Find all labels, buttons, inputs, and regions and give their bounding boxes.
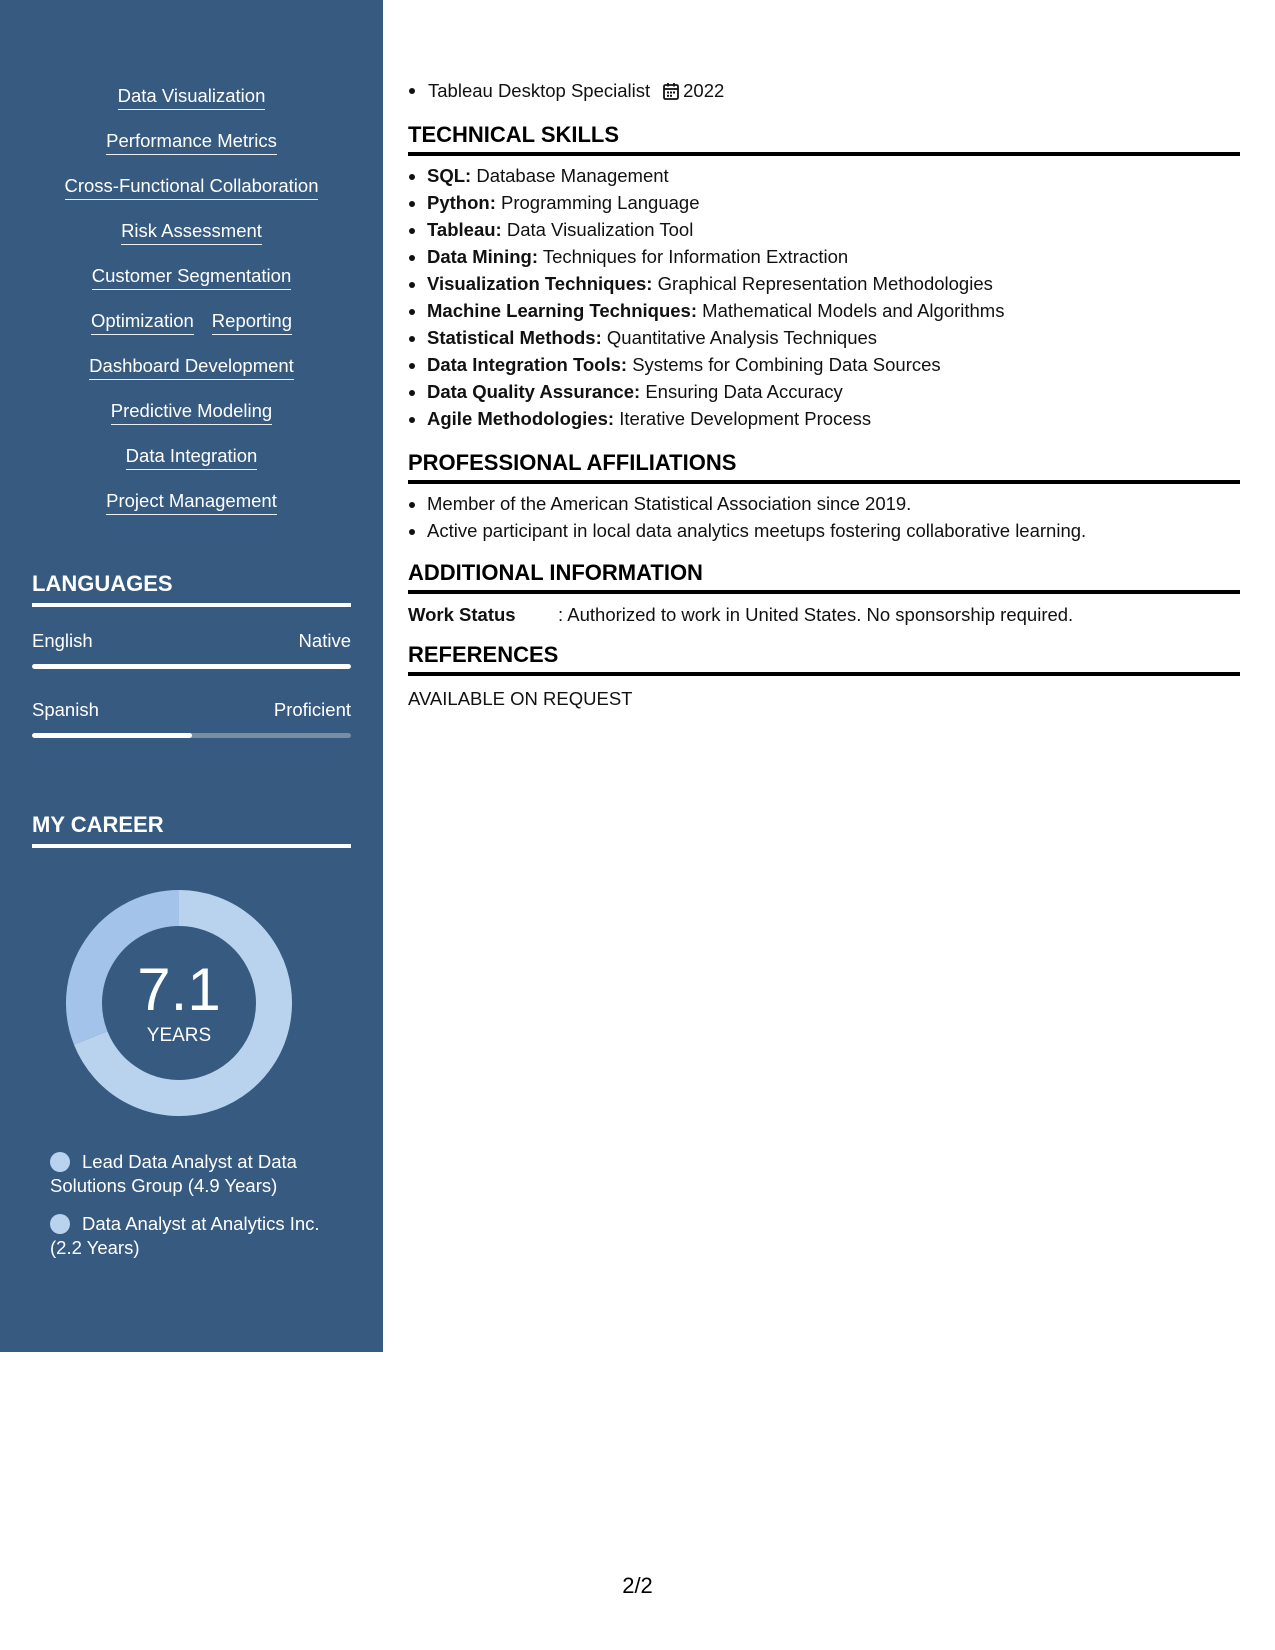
skill-row	[0, 310, 383, 355]
bullet-icon	[409, 88, 415, 94]
skill-row	[0, 445, 383, 490]
language-name: Spanish	[32, 699, 99, 720]
language-name: English	[32, 630, 93, 651]
certification-year: 2022	[683, 80, 725, 101]
skill-description: Quantitative Analysis Techniques	[606, 327, 878, 348]
career-list	[50, 1150, 320, 1274]
skill-label: Tableau:	[427, 219, 502, 240]
affiliations-list	[408, 490, 1240, 544]
list-item	[427, 324, 1240, 351]
affiliations-heading: PROFESSIONAL AFFILIATIONS	[408, 450, 1240, 484]
skill-tag: Optimization	[91, 310, 194, 335]
skill-description: Techniques for Information Extraction	[542, 246, 849, 267]
skill-label: Visualization Techniques:	[427, 273, 653, 294]
career-heading: MY CAREER	[32, 812, 351, 848]
skill-tag: Data Visualization	[118, 85, 266, 110]
skill-description: Database Management	[476, 165, 669, 186]
language-level: Native	[298, 630, 351, 651]
skill-tag: Risk Assessment	[121, 220, 262, 245]
skill-description: Data Visualization Tool	[506, 219, 694, 240]
career-donut-chart	[66, 890, 292, 1116]
sidebar	[0, 0, 383, 1352]
list-item	[427, 351, 1240, 378]
skill-tag: Customer Segmentation	[92, 265, 292, 290]
language-row	[32, 699, 351, 721]
skill-label: Data Integration Tools:	[427, 354, 628, 375]
career-total-years: 7.1	[137, 956, 221, 1023]
skill-label: Data Quality Assurance:	[427, 381, 641, 402]
skill-label: Python:	[427, 192, 496, 213]
language-bar	[32, 664, 351, 669]
certification-item	[408, 80, 724, 102]
list-item	[427, 243, 1240, 270]
skill-description: Ensuring Data Accuracy	[645, 381, 843, 402]
career-dot-icon	[50, 1152, 70, 1172]
language-level: Proficient	[273, 699, 351, 720]
certification-name: Tableau Desktop Specialist	[428, 80, 651, 101]
list-item	[427, 162, 1240, 189]
skill-label: SQL:	[427, 165, 472, 186]
list-item	[427, 216, 1240, 243]
skill-tag: Data Integration	[126, 445, 258, 470]
references-text: AVAILABLE ON REQUEST	[408, 688, 633, 709]
skill-tag: Performance Metrics	[106, 130, 277, 155]
skill-tag: Cross-Functional Collaboration	[65, 175, 319, 200]
language-bar-fill	[32, 664, 351, 669]
list-item	[427, 189, 1240, 216]
list-item: • Member of the American Statistical Association since 2019.	[427, 490, 1240, 517]
list-item	[427, 297, 1240, 324]
skill-row	[0, 130, 383, 175]
skill-row	[0, 265, 383, 310]
skill-row	[0, 220, 383, 265]
work-status-value: : Authorized to work in United States. No sponsorship required.	[558, 604, 1074, 625]
language-bar	[32, 733, 351, 738]
list-item	[427, 270, 1240, 297]
skill-row	[0, 355, 383, 400]
language-bar-fill	[32, 733, 192, 738]
language-row	[32, 630, 351, 652]
list-item	[427, 405, 1240, 432]
career-item-text: Data Analyst at Analytics Inc. (2.2 Years)	[50, 1213, 320, 1258]
skill-description: Systems for Combining Data Sources	[632, 354, 941, 375]
skill-label: Statistical Methods:	[427, 327, 602, 348]
skill-label: Agile Methodologies:	[427, 408, 615, 429]
calendar-icon	[663, 82, 679, 100]
career-item	[50, 1150, 320, 1198]
language-english	[32, 630, 351, 669]
skill-tag: Predictive Modeling	[111, 400, 272, 425]
list-item	[427, 378, 1240, 405]
career-item-text: Lead Data Analyst at Data Solutions Group (4.9 Years)	[50, 1151, 297, 1196]
skill-row	[0, 175, 383, 220]
skill-tag: Dashboard Development	[89, 355, 294, 380]
skill-description: Iterative Development Process	[619, 408, 872, 429]
skill-row	[0, 400, 383, 445]
language-spanish	[32, 699, 351, 738]
work-status-label: Work Status	[408, 604, 516, 625]
skills-tag-list	[0, 85, 383, 535]
references-heading: REFERENCES	[408, 642, 1240, 676]
page-number: 2/2	[622, 1573, 653, 1598]
skill-row	[0, 490, 383, 535]
languages-heading: LANGUAGES	[32, 571, 351, 607]
career-item	[50, 1212, 320, 1260]
skill-description: Programming Language	[501, 192, 700, 213]
skill-tag: Reporting	[212, 310, 292, 335]
additional-info-heading: ADDITIONAL INFORMATION	[408, 560, 1240, 594]
list-item: • Active participant in local data analytics meetups fostering collaborative learning.	[427, 517, 1240, 544]
skill-label: Machine Learning Techniques:	[427, 300, 698, 321]
skill-row	[0, 85, 383, 130]
skill-description: Graphical Representation Methodologies	[657, 273, 993, 294]
technical-skills-heading: TECHNICAL SKILLS	[408, 122, 1240, 156]
skill-tag: Project Management	[106, 490, 277, 515]
skill-description: Mathematical Models and Algorithms	[702, 300, 1005, 321]
career-years-unit: YEARS	[146, 1025, 212, 1046]
skill-label: Data Mining:	[427, 246, 538, 267]
technical-skills-list	[408, 162, 1240, 432]
career-dot-icon	[50, 1214, 70, 1234]
work-status-row	[408, 604, 1073, 626]
